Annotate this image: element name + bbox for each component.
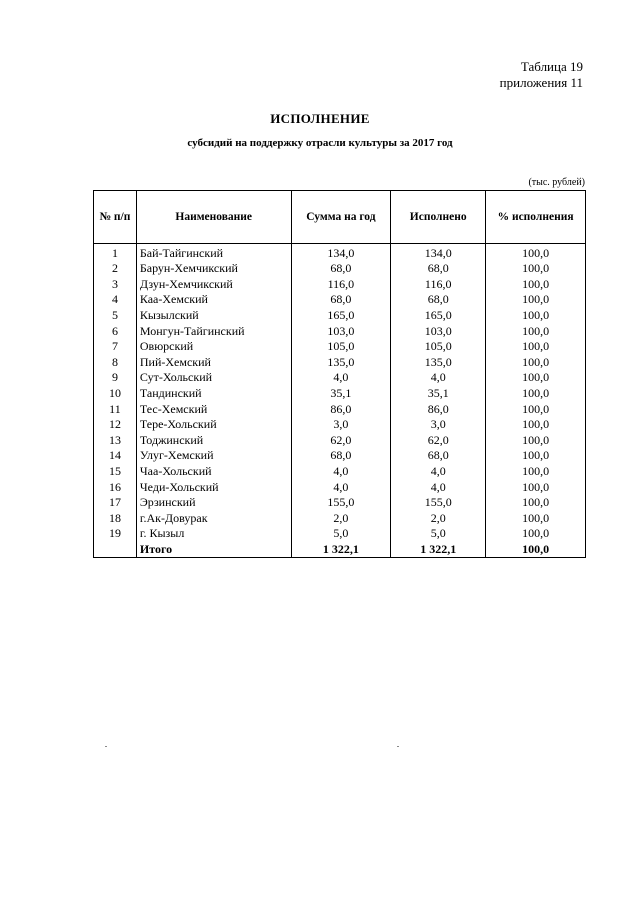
district-name: Улуг-Хемский bbox=[136, 448, 291, 464]
table-row bbox=[94, 464, 586, 480]
row-number: 5 bbox=[94, 308, 137, 324]
executed-sum: 155,0 bbox=[391, 495, 486, 511]
annual-sum: 105,0 bbox=[291, 339, 391, 355]
column-header-executed: Исполнено bbox=[391, 191, 486, 244]
executed-sum: 3,0 bbox=[391, 417, 486, 433]
column-header-name: Наименование bbox=[136, 191, 291, 244]
document-title: ИСПОЛНЕНИЕ bbox=[270, 111, 370, 126]
table-body bbox=[94, 244, 586, 558]
table-row bbox=[94, 261, 586, 277]
annual-sum: 5,0 bbox=[291, 526, 391, 542]
district-name: г.Ак-Довурак bbox=[136, 511, 291, 527]
executed-sum: 103,0 bbox=[391, 323, 486, 339]
annual-sum: 155,0 bbox=[291, 495, 391, 511]
subsidy-table bbox=[93, 190, 586, 558]
row-number: 13 bbox=[94, 433, 137, 449]
annual-sum: 68,0 bbox=[291, 261, 391, 277]
executed-sum: 5,0 bbox=[391, 526, 486, 542]
row-number: 17 bbox=[94, 495, 137, 511]
row-number: 11 bbox=[94, 401, 137, 417]
table-row bbox=[94, 244, 586, 262]
row-number: 18 bbox=[94, 511, 137, 527]
annual-sum: 4,0 bbox=[291, 464, 391, 480]
execution-percent: 100,0 bbox=[486, 292, 586, 308]
executed-sum: 135,0 bbox=[391, 355, 486, 371]
annual-sum: 3,0 bbox=[291, 417, 391, 433]
executed-sum: 105,0 bbox=[391, 339, 486, 355]
execution-percent: 100,0 bbox=[486, 323, 586, 339]
row-number: 1 bbox=[94, 244, 137, 262]
table-row bbox=[94, 355, 586, 371]
execution-percent: 100,0 bbox=[486, 433, 586, 449]
row-number: 3 bbox=[94, 277, 137, 293]
total-execution-percent: 100,0 bbox=[486, 542, 586, 558]
district-name: Тоджинский bbox=[136, 433, 291, 449]
execution-percent: 100,0 bbox=[486, 355, 586, 371]
scan-speck bbox=[397, 746, 399, 747]
annual-sum: 35,1 bbox=[291, 386, 391, 402]
table-row bbox=[94, 277, 586, 293]
column-header-number: № п/п bbox=[94, 191, 137, 244]
execution-percent: 100,0 bbox=[486, 244, 586, 262]
execution-percent: 100,0 bbox=[486, 277, 586, 293]
annual-sum: 86,0 bbox=[291, 401, 391, 417]
column-header-annual-sum: Сумма на год bbox=[291, 191, 391, 244]
annual-sum: 4,0 bbox=[291, 370, 391, 386]
appendix-reference: приложения 11 bbox=[499, 75, 583, 90]
district-name: Чеди-Хольский bbox=[136, 479, 291, 495]
district-name: Тандинский bbox=[136, 386, 291, 402]
row-number: 6 bbox=[94, 323, 137, 339]
table-row bbox=[94, 511, 586, 527]
row-number: 16 bbox=[94, 479, 137, 495]
total-row bbox=[94, 542, 586, 558]
row-number: 2 bbox=[94, 261, 137, 277]
execution-percent: 100,0 bbox=[486, 479, 586, 495]
row-number: 12 bbox=[94, 417, 137, 433]
row-number: 15 bbox=[94, 464, 137, 480]
scan-speck bbox=[105, 746, 107, 747]
table-row bbox=[94, 526, 586, 542]
row-number: 10 bbox=[94, 386, 137, 402]
executed-sum: 116,0 bbox=[391, 277, 486, 293]
document-subtitle: субсидий на поддержку отрасли культуры за 2017 год bbox=[187, 137, 453, 149]
row-number: 14 bbox=[94, 448, 137, 464]
table-header-row bbox=[94, 191, 586, 244]
annual-sum: 165,0 bbox=[291, 308, 391, 324]
annual-sum: 68,0 bbox=[291, 292, 391, 308]
row-number: 9 bbox=[94, 370, 137, 386]
execution-percent: 100,0 bbox=[486, 417, 586, 433]
annual-sum: 103,0 bbox=[291, 323, 391, 339]
execution-percent: 100,0 bbox=[486, 464, 586, 480]
table-row bbox=[94, 417, 586, 433]
annual-sum: 135,0 bbox=[291, 355, 391, 371]
district-name: г. Кызыл bbox=[136, 526, 291, 542]
table-row bbox=[94, 308, 586, 324]
row-number: 7 bbox=[94, 339, 137, 355]
row-number: 19 bbox=[94, 526, 137, 542]
district-name: Пий-Хемский bbox=[136, 355, 291, 371]
district-name: Дзун-Хемчикский bbox=[136, 277, 291, 293]
row-number: 4 bbox=[94, 292, 137, 308]
execution-percent: 100,0 bbox=[486, 401, 586, 417]
execution-percent: 100,0 bbox=[486, 448, 586, 464]
executed-sum: 62,0 bbox=[391, 433, 486, 449]
annual-sum: 68,0 bbox=[291, 448, 391, 464]
district-name: Каа-Хемский bbox=[136, 292, 291, 308]
district-name: Эрзинский bbox=[136, 495, 291, 511]
total-number-cell bbox=[94, 542, 137, 558]
table-row bbox=[94, 479, 586, 495]
annual-sum: 4,0 bbox=[291, 479, 391, 495]
district-name: Бай-Тайгинский bbox=[136, 244, 291, 262]
total-executed-sum: 1 322,1 bbox=[391, 542, 486, 558]
executed-sum: 68,0 bbox=[391, 448, 486, 464]
district-name: Монгун-Тайгинский bbox=[136, 323, 291, 339]
row-number: 8 bbox=[94, 355, 137, 371]
table-row bbox=[94, 448, 586, 464]
executed-sum: 68,0 bbox=[391, 261, 486, 277]
annual-sum: 2,0 bbox=[291, 511, 391, 527]
executed-sum: 4,0 bbox=[391, 464, 486, 480]
execution-percent: 100,0 bbox=[486, 308, 586, 324]
district-name: Чаа-Хольский bbox=[136, 464, 291, 480]
executed-sum: 134,0 bbox=[391, 244, 486, 262]
executed-sum: 35,1 bbox=[391, 386, 486, 402]
executed-sum: 4,0 bbox=[391, 370, 486, 386]
table-row bbox=[94, 386, 586, 402]
district-name: Тере-Хольский bbox=[136, 417, 291, 433]
execution-percent: 100,0 bbox=[486, 370, 586, 386]
executed-sum: 4,0 bbox=[391, 479, 486, 495]
table-number: Таблица 19 bbox=[520, 59, 583, 74]
executed-sum: 86,0 bbox=[391, 401, 486, 417]
execution-percent: 100,0 bbox=[486, 261, 586, 277]
execution-percent: 100,0 bbox=[486, 511, 586, 527]
execution-percent: 100,0 bbox=[486, 339, 586, 355]
table-row bbox=[94, 370, 586, 386]
table-row bbox=[94, 433, 586, 449]
annual-sum: 116,0 bbox=[291, 277, 391, 293]
column-header-percent: % исполнения bbox=[486, 191, 586, 244]
execution-percent: 100,0 bbox=[486, 526, 586, 542]
annual-sum: 134,0 bbox=[291, 244, 391, 262]
table-row bbox=[94, 339, 586, 355]
total-label: Итого bbox=[136, 542, 291, 558]
district-name: Сут-Хольский bbox=[136, 370, 291, 386]
execution-percent: 100,0 bbox=[486, 495, 586, 511]
table-row bbox=[94, 323, 586, 339]
executed-sum: 2,0 bbox=[391, 511, 486, 527]
execution-percent: 100,0 bbox=[486, 386, 586, 402]
annual-sum: 62,0 bbox=[291, 433, 391, 449]
district-name: Тес-Хемский bbox=[136, 401, 291, 417]
table-row bbox=[94, 495, 586, 511]
district-name: Барун-Хемчикский bbox=[136, 261, 291, 277]
table-row bbox=[94, 292, 586, 308]
total-annual-sum: 1 322,1 bbox=[291, 542, 391, 558]
table-row bbox=[94, 401, 586, 417]
units-label: (тыс. рублей) bbox=[528, 177, 585, 188]
executed-sum: 165,0 bbox=[391, 308, 486, 324]
district-name: Овюрский bbox=[136, 339, 291, 355]
executed-sum: 68,0 bbox=[391, 292, 486, 308]
district-name: Кызылский bbox=[136, 308, 291, 324]
